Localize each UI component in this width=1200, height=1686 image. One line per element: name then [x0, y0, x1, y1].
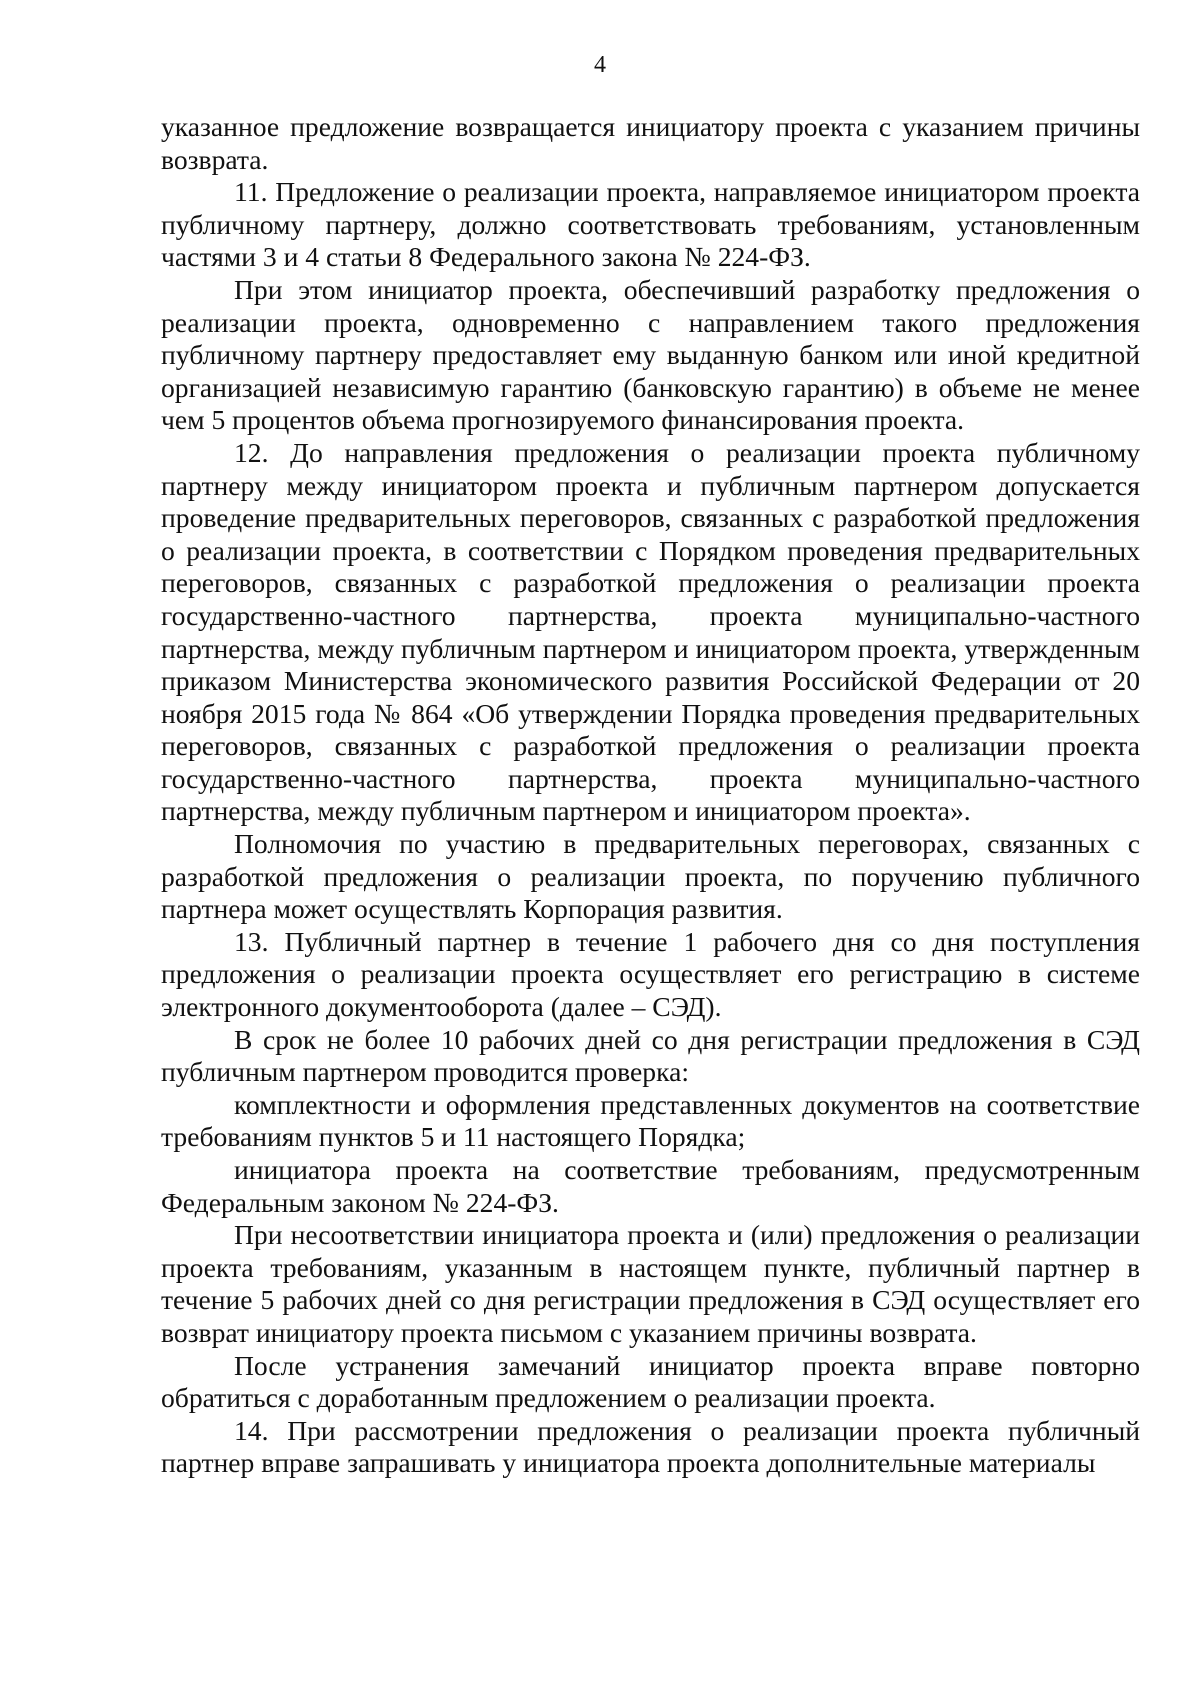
- paragraph-item-14: 14. При рассмотрении предложения о реализации проекта публичный партнер вправе запрашивать у инициатора проекта дополнительные материалы: [161, 1414, 1140, 1479]
- document-body: [161, 111, 1140, 1480]
- paragraph-check-period: В срок не более 10 рабочих дней со дня регистрации предложения в СЭД публичным партнером проводится проверка:: [161, 1023, 1140, 1088]
- paragraph-item-12: 12. До направления предложения о реализации проекта публичному партнеру между инициатором проекта и публичным партнером допускается проведение предварительных переговоров, связанных с разработкой предложения о реализации проекта, в соответствии с Порядком проведения предварительных переговоров, связанных с разработкой предложения о реализации проекта государственно-частного партнерства, проекта муниципально-частного партнерства, между публичным партнером и инициатором проекта, утвержденным приказом Министерства экономического развития Российской Федерации от 20 ноября 2015 года № 864 «Об утверждении Порядка проведения предварительных переговоров, связанных с разработкой предложения о реализации проекта государственно-частного партнерства, проекта муниципально-частного партнерства, между публичным партнером и инициатором проекта».: [161, 436, 1140, 827]
- paragraph-resubmission: После устранения замечаний инициатор проекта вправе повторно обратиться с доработанным предложением о реализации проекта.: [161, 1349, 1140, 1414]
- paragraph-negotiation-authority: Полномочия по участию в предварительных переговорах, связанных с разработкой предложения о реализации проекта, по поручению публичного партнера может осуществлять Корпорация развития.: [161, 828, 1140, 925]
- paragraph-nonconformity-return: При несоответствии инициатора проекта и (или) предложения о реализации проекта требованиям, указанным в настоящем пункте, публичный партнер в течение 5 рабочих дней со дня регистрации предложения в СЭД осуществляет его возврат инициатору проекта письмом с указанием причины возврата.: [161, 1219, 1140, 1348]
- paragraph-bank-guarantee: При этом инициатор проекта, обеспечивший разработку предложения о реализации проекта, одновременно с направлением такого предложения публичному партнеру предоставляет ему выданную банком или иной кредитной организацией независимую гарантию (банковскую гарантию) в объеме не менее чем 5 процентов объема прогнозируемого финансирования проекта.: [161, 273, 1140, 436]
- paragraph-check-initiator: инициатора проекта на соответствие требованиям, предусмотренным Федеральным законом № 224-ФЗ.: [161, 1154, 1140, 1218]
- paragraph-item-11: 11. Предложение о реализации проекта, направляемое инициатором проекта публичному партнеру, должно соответствовать требованиям, установленным частями 3 и 4 статьи 8 Федерального закона № 224-ФЗ.: [161, 176, 1140, 273]
- page-number: 4: [594, 52, 606, 78]
- paragraph-item-13: 13. Публичный партнер в течение 1 рабочего дня со дня поступления предложения о реализации проекта осуществляет его регистрацию в системе электронного документооборота (далее – СЭД).: [161, 925, 1140, 1023]
- paragraph-check-completeness: комплектности и оформления представленных документов на соответствие требованиям пунктов 5 и 11 настоящего Порядка;: [161, 1088, 1140, 1153]
- paragraph-continuation: указанное предложение возвращается инициатору проекта с указанием причины возврата.: [161, 111, 1140, 175]
